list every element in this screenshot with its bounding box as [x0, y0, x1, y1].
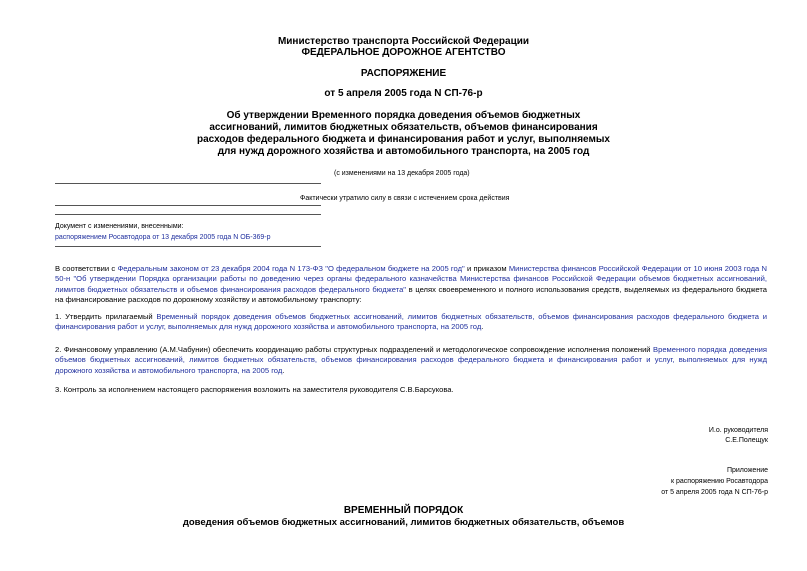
- status-note: Фактически утратило силу в связи с истечением срока действия: [300, 195, 510, 202]
- title-line-3: расходов федерального бюджета и финансирования работ и услуг, выполняемых: [197, 134, 610, 145]
- ministry-name: Министерство транспорта Российской Федерации: [277, 36, 530, 47]
- item-1-paragraph: 1. Утвердить прилагаемый Временный порядок доведения объемов бюджетных ассигнований, лимитов бюджетных обязательств, объемов финансирования расходов федерального бюджета и финансирования работ и услуг, выполняемых для нужд дорожного хозяйства и автомобильного транспорта, на 2005 год.: [55, 312, 767, 332]
- preamble-paragraph: В соответствии с Федеральным законом от 23 декабря 2004 года N 173-ФЗ "О федеральном бюджете на 2005 год" и приказом Министерства финансов Российской Федерации от 10 июня 2003 года N 50-н "Об утверждении Порядка организации работы по доведению через органы федерального казначейства Министерства финансов Российской Федерации объемов бюджетных ассигнований, лимитов бюджетных обязательств и объемов финансирования расходов федерального бюджета" в целях своевременного и полного использования средств, выделяемых из федерального бюджета на финансирование расходов по дорожному хозяйству и автомобильному транспорту:: [55, 264, 768, 305]
- signature-position: И.о. руководителя: [708, 427, 768, 434]
- title-line-1: Об утверждении Временного порядка доведения объемов бюджетных: [226, 110, 581, 121]
- divider: [55, 246, 321, 247]
- amendment-note: (с изменениями на 13 декабря 2005 года): [334, 170, 470, 177]
- changes-label: Документ с изменениями, внесенными:: [55, 223, 184, 230]
- minfin-order-link[interactable]: Министерства финансов Российской Федерации от 10 июня 2003 года N 50-н "Об утверждении Порядка организации работы по доведению через органы федерального казначейства Министерства финансов Российской Федерации объемов бюджетных ассигнований, лимитов бюджетных обязательств и объемов финансирования расходов федерального бюджета": [55, 264, 768, 294]
- appendix-date-number: от 5 апреля 2005 года N СП-76-р: [661, 489, 768, 496]
- item-2-paragraph: 2. Финансовому управлению (А.М.Чабунин) обеспечить координацию работы структурных подразделений и методологическое сопровождение исполнения положений Временного порядка доведения объемов бюджетных ассигнований, лимитов бюджетных обязательств, объемов финансирования расходов федерального бюджета и финансирования работ и услуг, выполняемых для нужд дорожного хозяйства и автомобильного транспорта, на 2005 год.: [55, 345, 767, 375]
- divider: [55, 205, 321, 206]
- signature-name: С.Е.Полещук: [725, 437, 768, 444]
- temporary-order-link-2[interactable]: Временного порядка доведения объемов бюджетных ассигнований, лимитов бюджетных обязательств, объемов финансирования расходов федерального бюджета и финансирования работ и услуг, выполняемых для нужд дорожного хозяйства и автомобильного транспорта, на 2005 год: [55, 345, 767, 375]
- temporary-order-link[interactable]: Временный порядок доведения объемов бюджетных ассигнований, лимитов бюджетных обязательств, объемов финансирования расходов федерального бюджета и финансирования работ и услуг, выполняемых для нужд дорожного хозяйства и автомобильного транспорта, на 2005 год: [55, 312, 767, 332]
- agency-name: ФЕДЕРАЛЬНОЕ ДОРОЖНОЕ АГЕНТСТВО: [301, 47, 506, 58]
- appendix-reference: к распоряжению Росавтодора: [671, 478, 768, 485]
- document-date-number: от 5 апреля 2005 года N СП-76-р: [324, 88, 483, 99]
- appendix-subheading: доведения объемов бюджетных ассигнований, лимитов бюджетных обязательств, объемов: [182, 517, 625, 528]
- document-type: РАСПОРЯЖЕНИЕ: [360, 68, 447, 79]
- item-3-paragraph: 3. Контроль за исполнением настоящего распоряжения возложить на заместителя руководителя С.В.Барсукова.: [55, 385, 454, 394]
- title-line-2: ассигнований, лимитов бюджетных обязательств, объемов финансирования: [209, 122, 598, 133]
- title-line-4: для нужд дорожного хозяйства и автомобильного транспорта, на 2005 год: [217, 146, 590, 157]
- divider: [55, 183, 321, 184]
- appendix-heading: ВРЕМЕННЫЙ ПОРЯДОК: [343, 505, 464, 516]
- divider: [55, 214, 321, 215]
- federal-law-link[interactable]: Федеральным законом от 23 декабря 2004 года N 173-ФЗ "О федеральном бюджете на 2005 год": [117, 264, 465, 273]
- appendix-label: Приложение: [726, 467, 768, 474]
- changes-link[interactable]: распоряжением Росавтодора от 13 декабря 2005 года N ОБ-369-р: [55, 234, 271, 241]
